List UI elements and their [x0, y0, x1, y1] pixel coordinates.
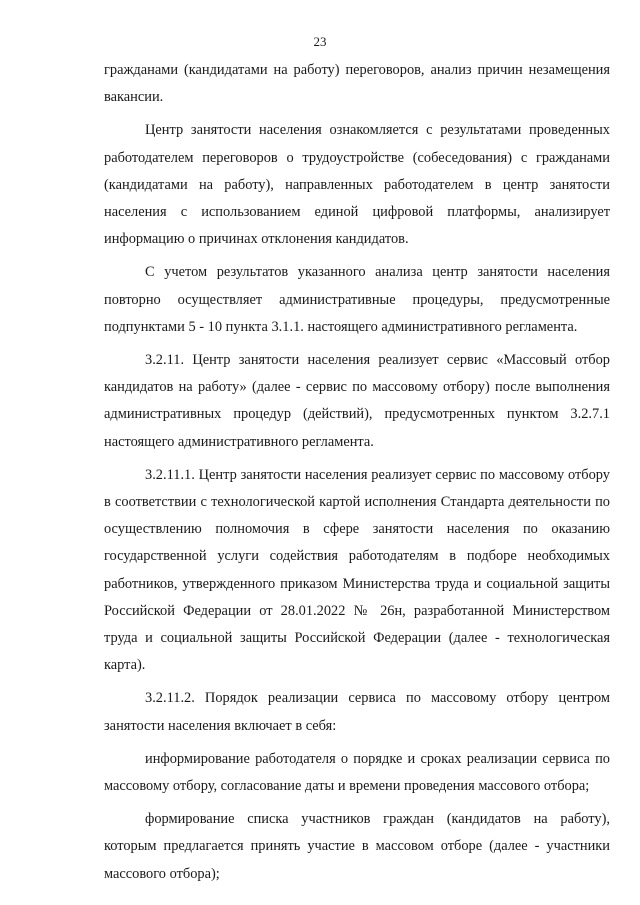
paragraph-repeat-procedures: С учетом результатов указанного анализа центр занятости населения повторно осуществляет административные процедуры, предусмотренные подпунктами 5 - 10 пункта 3.1.1. настоящего административного регламента.	[104, 264, 610, 335]
paragraph-3-2-11: 3.2.11. Центр занятости населения реализует сервис «Массовый отбор кандидатов на работу» (далее - сервис по массовому отбору) после выполнения административных процедур (действий), предусмотренных пунктом 3.2.7.1 настоящего административного регламента.	[104, 352, 610, 450]
page-number: 23	[313, 34, 327, 49]
paragraph-review-results: Центр занятости населения ознакомляется с результатами проведенных работодателем переговоров о трудоустройстве (собеседования) с гражданами (кандидатами на работу), направленных работодателем в центр занятости населения с использованием единой цифровой платформы, анализирует информацию о причинах отклонения кандидатов.	[104, 122, 610, 248]
paragraph-informing-employer: информирование работодателя о порядке и сроках реализации сервиса по массовому отбору, согласование даты и времени проведения массового отбора;	[104, 750, 610, 795]
paragraph-participants-list: формирование списка участников граждан (кандидатов на работу), которым предлагается принять участие в массовом отборе (далее - участники массового отбора);	[104, 811, 610, 882]
paragraph-continuation: гражданами (кандидатами на работу) переговоров, анализ причин незамещения вакансии.	[104, 62, 610, 106]
document-body	[104, 57, 610, 894]
paragraph-3-2-11-1: 3.2.11.1. Центр занятости населения реализует сервис по массовому отбору в соответствии с технологической картой исполнения Стандарта деятельности по осуществлению полномочия в сфере занятости населения по оказанию государственной услуги содействия работодателям в подборе необходимых работников, утвержденного приказом Министерства труда и социальной защиты Российской Федерации от 28.01.2022 № 26н, разработанной Министерством труда и социальной защиты Российской Федерации (далее - технологическая карта).	[104, 466, 610, 674]
paragraph-3-2-11-2: 3.2.11.2. Порядок реализации сервиса по массовому отбору центром занятости населения включает в себя:	[104, 690, 610, 734]
